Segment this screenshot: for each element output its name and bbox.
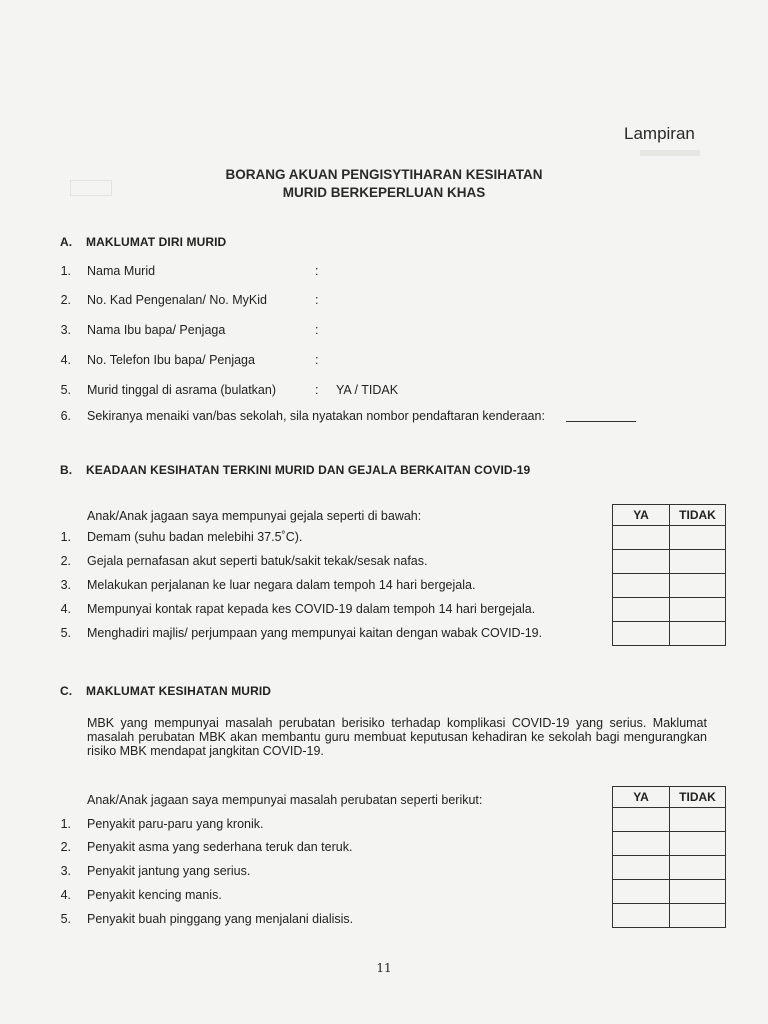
field-colon: : (315, 293, 319, 307)
item-number: 3. (60, 864, 71, 878)
table-row (613, 598, 726, 622)
form-title-line-1: BORANG AKUAN PENGISYTIHARAN KESIHATAN (225, 167, 543, 182)
section-c-paragraph: MBK yang mempunyai masalah perubatan berisiko terhadap komplikasi COVID-19 yang serius. Maklumat masalah perubatan MBK akan membantu guru membuat keputusan kehadiran ke sekolah bagi mengurangkan risiko MBK mendapat jangkitan COVID-19. (87, 716, 707, 758)
table-row (613, 832, 726, 856)
ya-cell[interactable] (613, 880, 670, 904)
table-row (613, 856, 726, 880)
item-number: 3. (60, 578, 71, 592)
section-title: MAKLUMAT KESIHATAN MURID (86, 684, 272, 698)
page-number: 11 (376, 961, 392, 975)
item-number: 1. (60, 264, 71, 278)
tidak-cell[interactable] (670, 622, 726, 646)
ya-cell[interactable] (613, 526, 670, 550)
item-number: 3. (60, 323, 71, 337)
section-b-heading (60, 463, 530, 477)
ya-cell[interactable] (613, 832, 670, 856)
item-number: 5. (60, 383, 71, 397)
field-label: No. Kad Pengenalan/ No. MyKid (87, 293, 267, 307)
tidak-cell[interactable] (670, 550, 726, 574)
section-title: MAKLUMAT DIRI MURID (86, 235, 227, 249)
symptom-text: Melakukan perjalanan ke luar negara dalam tempoh 14 hari bergejala. (87, 578, 476, 592)
table-row (613, 526, 726, 550)
field-colon: : (315, 353, 319, 367)
condition-text: Penyakit kencing manis. (87, 888, 222, 902)
section-letter: C. (60, 684, 73, 698)
section-c-intro: Anak/Anak jagaan saya mempunyai masalah perubatan seperti berikut: (87, 793, 483, 807)
item-number: 5. (60, 626, 71, 640)
section-b-intro: Anak/Anak jagaan saya mempunyai gejala seperti di bawah: (87, 509, 422, 523)
item-number: 5. (60, 912, 71, 926)
tidak-cell[interactable] (670, 598, 726, 622)
section-b-checkbox-table (612, 504, 726, 646)
table-header-row (613, 505, 726, 526)
table-row (613, 808, 726, 832)
table-row (613, 880, 726, 904)
ya-cell[interactable] (613, 904, 670, 928)
field-label: Nama Murid (87, 264, 156, 278)
field-colon: : (315, 264, 319, 278)
field-label: Nama Ibu bapa/ Penjaga (87, 323, 226, 337)
tidak-cell[interactable] (670, 880, 726, 904)
item-number: 4. (60, 602, 71, 616)
tidak-cell[interactable] (670, 832, 726, 856)
col-tidak-header: TIDAK (670, 505, 726, 526)
ya-cell[interactable] (613, 574, 670, 598)
ya-cell[interactable] (613, 622, 670, 646)
condition-text: Penyakit buah pinggang yang menjalani dialisis. (87, 912, 354, 926)
condition-text: Penyakit asma yang sederhana teruk dan teruk. (87, 840, 353, 854)
kenderaan-blank[interactable] (566, 409, 636, 425)
item-number: 2. (60, 293, 71, 307)
field-colon: : (315, 323, 319, 337)
asrama-choice[interactable]: YA / TIDAK (336, 383, 399, 397)
bleed-through-mark (640, 150, 700, 156)
tidak-cell[interactable] (670, 574, 726, 598)
table-row (613, 550, 726, 574)
field-colon: : (315, 383, 319, 397)
form-title-line-2: MURID BERKEPERLUAN KHAS (282, 185, 486, 200)
table-row (613, 622, 726, 646)
table-header-row (613, 787, 726, 808)
section-title: KEADAAN KESIHATAN TERKINI MURID DAN GEJALA BERKAITAN COVID-19 (86, 463, 531, 477)
symptom-text: Mempunyai kontak rapat kepada kes COVID-19 dalam tempoh 14 hari bergejala. (87, 602, 536, 616)
section-letter: B. (60, 463, 73, 477)
symptom-text: Demam (suhu badan melebihi 37.5˚C). (87, 530, 303, 544)
section-letter: A. (60, 235, 73, 249)
tidak-cell[interactable] (670, 526, 726, 550)
section-c-heading (60, 684, 271, 698)
col-tidak-header: TIDAK (670, 787, 726, 808)
field-label: Murid tinggal di asrama (bulatkan) (87, 383, 276, 397)
section-c-checkbox-table (612, 786, 726, 928)
item-number: 4. (60, 353, 71, 367)
item-number: 1. (60, 817, 71, 831)
col-ya-header: YA (613, 505, 670, 526)
ya-cell[interactable] (613, 598, 670, 622)
field-label: No. Telefon Ibu bapa/ Penjaga (87, 353, 255, 367)
section-a-heading (60, 235, 226, 249)
item-number: 2. (60, 840, 71, 854)
tidak-cell[interactable] (670, 904, 726, 928)
table-row (613, 904, 726, 928)
ya-cell[interactable] (613, 856, 670, 880)
condition-text: Penyakit jantung yang serius. (87, 864, 251, 878)
item-number: 6. (60, 409, 71, 423)
tidak-cell[interactable] (670, 856, 726, 880)
condition-text: Penyakit paru-paru yang kronik. (87, 817, 264, 831)
field-label: Sekiranya menaiki van/bas sekolah, sila nyatakan nombor pendaftaran kenderaan: (87, 409, 545, 423)
ya-cell[interactable] (613, 550, 670, 574)
item-number: 1. (60, 530, 71, 544)
symptom-text: Menghadiri majlis/ perjumpaan yang mempunyai kaitan dengan wabak COVID-19. (87, 626, 543, 640)
ya-cell[interactable] (613, 808, 670, 832)
symptom-text: Gejala pernafasan akut seperti batuk/sakit tekak/sesak nafas. (87, 554, 428, 568)
lampiran-label: Lampiran (624, 124, 695, 143)
col-ya-header: YA (613, 787, 670, 808)
item-number: 4. (60, 888, 71, 902)
table-row (613, 574, 726, 598)
tidak-cell[interactable] (670, 808, 726, 832)
item-number: 2. (60, 554, 71, 568)
